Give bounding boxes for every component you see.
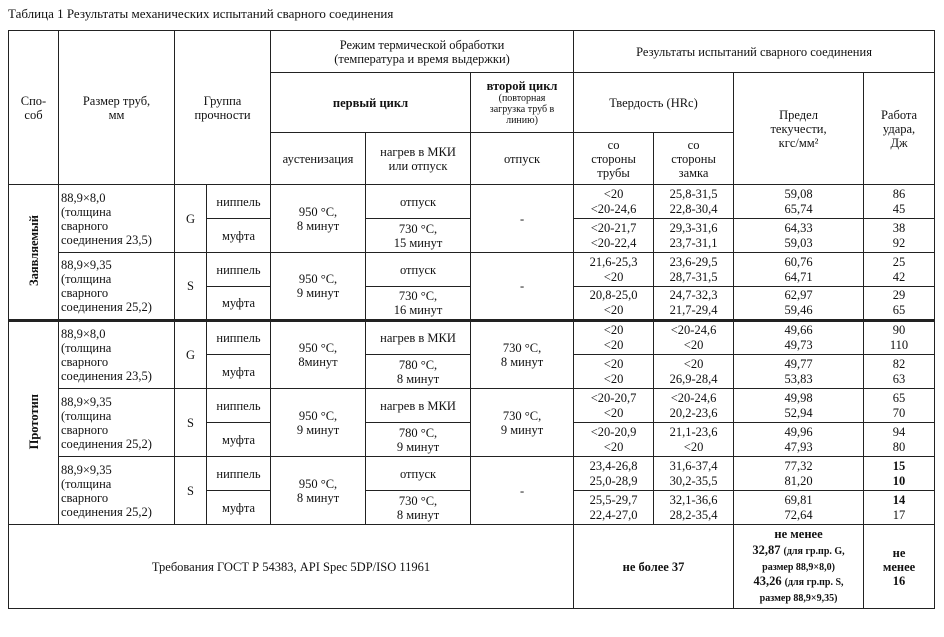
method-name: Прототип xyxy=(26,393,41,450)
hardness-lock-value: 28,2-35,4 xyxy=(669,507,718,522)
hardness-lock xyxy=(654,355,734,389)
hardness-lock-value: 30,2-35,5 xyxy=(669,473,718,488)
second-cycle-value-text: 730 °C, 9 минут xyxy=(500,408,544,437)
impact-work-value: 45 xyxy=(892,201,906,216)
part-name-text: муфта xyxy=(221,228,256,243)
yield-strength-value: 49,96 xyxy=(784,424,813,439)
method-prototype xyxy=(9,321,59,525)
header-second-cycle xyxy=(471,73,574,133)
impact-work xyxy=(864,457,935,491)
yield-strength-value: 64,71 xyxy=(784,269,813,284)
strength-group-text: G xyxy=(185,211,196,226)
austenitization-value xyxy=(271,185,366,253)
pipe-size-text: 88,9×8,0 (толщина сварного соединения 23,5) xyxy=(61,190,152,247)
hardness-pipe-value: <20-20,7 xyxy=(590,390,637,405)
austenitization-value xyxy=(271,389,366,457)
heating-mki-value xyxy=(366,355,471,389)
austenitization-value xyxy=(271,253,366,321)
hardness-lock-value: 26,9-28,4 xyxy=(669,371,718,386)
hardness-lock-value: 23,6-29,5 xyxy=(669,254,718,269)
hardness-lock-value: 24,7-32,3 xyxy=(669,288,718,302)
impact-work-value: 92 xyxy=(892,235,906,250)
pipe-size xyxy=(59,457,175,525)
yield-strength-value: 49,73 xyxy=(784,338,813,352)
method-name: Заявляемый xyxy=(26,215,41,286)
hardness-lock xyxy=(654,185,734,219)
pipe-size xyxy=(59,185,175,253)
part-name-text: муфта xyxy=(221,364,256,379)
hardness-pipe-value: <20-21,7 xyxy=(590,220,637,235)
heating-mki-value xyxy=(366,321,471,355)
yield-strength-value: 49,98 xyxy=(784,390,813,405)
impact-work-value: 90 xyxy=(892,323,906,337)
heating-mki-value-text: 780 °C, 8 минут xyxy=(396,357,440,386)
heating-mki-value-text: отпуск xyxy=(399,194,437,209)
part-name-text: ниппель xyxy=(216,398,261,413)
hardness-pipe-value: 22,4-27,0 xyxy=(589,507,638,522)
hardness-pipe xyxy=(574,185,654,219)
yield-strength-value: 72,64 xyxy=(784,507,813,522)
strength-group-text: S xyxy=(187,483,194,498)
yield-strength xyxy=(734,321,864,355)
hardness-pipe-value: <20 xyxy=(603,186,624,201)
hardness-pipe-value: 23,4-26,8 xyxy=(589,458,638,473)
impact-work xyxy=(864,491,935,525)
second-cycle-value xyxy=(471,321,574,389)
hardness-pipe xyxy=(574,355,654,389)
impact-work xyxy=(864,185,935,219)
yield-strength-value: 65,74 xyxy=(784,201,813,216)
austenitization-value-text: 950 °C, 9 минут xyxy=(296,408,340,437)
hardness-lock xyxy=(654,287,734,321)
header-method: Спо- соб xyxy=(9,31,59,185)
impact-work-value: 82 xyxy=(892,356,906,371)
impact-work-value: 10 xyxy=(892,473,906,488)
header-tempering: отпуск xyxy=(471,133,574,185)
yield-s-note: (для гр.пр. S, размер 88,9×9,35) xyxy=(759,577,844,604)
header-lock-side: со стороны замка xyxy=(654,133,734,185)
requirements-label-text: Требования ГОСТ Р 54383, API Spec 5DP/ISO 11961 xyxy=(151,559,431,574)
hardness-pipe-value: <20 xyxy=(603,371,624,386)
hardness-lock xyxy=(654,423,734,457)
heating-mki-value xyxy=(366,253,471,287)
hardness-pipe-value: 25,0-28,9 xyxy=(589,473,638,488)
part-name xyxy=(207,457,271,491)
impact-work-value: 42 xyxy=(892,269,906,284)
part-name-text: ниппель xyxy=(216,194,261,209)
hardness-pipe-value: 21,6-25,3 xyxy=(589,254,638,269)
hardness-lock-value: 28,7-31,5 xyxy=(669,269,718,284)
strength-group xyxy=(175,389,207,457)
yield-strength-value: 60,76 xyxy=(784,254,813,269)
hardness-pipe xyxy=(574,253,654,287)
pipe-size-text: 88,9×9,35 (толщина сварного соединения 25,2) xyxy=(61,394,152,451)
strength-group-text: S xyxy=(187,279,194,293)
second-cycle-value xyxy=(471,253,574,321)
impact-work-value: 15 xyxy=(892,458,906,473)
austenitization-value xyxy=(271,321,366,389)
header-austenitization: аустенизация xyxy=(271,133,366,185)
part-name xyxy=(207,185,271,219)
hardness-pipe-value: 25,5-29,7 xyxy=(589,492,638,507)
impact-work-value: 17 xyxy=(892,507,906,522)
austenitization-value-text: 950 °C, 8 минут xyxy=(296,204,340,233)
impact-work-value: 38 xyxy=(892,220,906,235)
header-heating-mki: нагрев в МКИ или отпуск xyxy=(366,133,471,185)
part-name-text: ниппель xyxy=(216,262,261,277)
impact-work-value: 94 xyxy=(892,424,906,439)
header-heat-mode: Режим термической обработки (температура и время выдержки) xyxy=(271,31,574,73)
table-caption: Таблица 1 Результаты механических испытаний сварного соединения xyxy=(8,6,394,21)
hardness-lock-value: 22,8-30,4 xyxy=(669,201,718,216)
part-name-text: ниппель xyxy=(216,466,261,481)
yield-strength xyxy=(734,491,864,525)
pipe-size-text: 88,9×8,0 (толщина сварного соединения 23,5) xyxy=(61,327,152,383)
yield-strength-value: 64,33 xyxy=(784,220,813,235)
strength-group xyxy=(175,253,207,321)
austenitization-value-text: 950 °C, 9 минут xyxy=(296,272,340,300)
header-yield: Предел текучести, кгс/мм² xyxy=(734,73,864,185)
hardness-lock-value: 25,8-31,5 xyxy=(669,186,718,201)
yield-strength-value: 52,94 xyxy=(784,405,813,420)
hardness-pipe xyxy=(574,219,654,253)
header-pipe-size: Размер труб, мм xyxy=(59,31,175,185)
method-claimed xyxy=(9,185,59,321)
yield-min-title: не менее xyxy=(774,527,823,542)
part-name xyxy=(207,491,271,525)
second-cycle-value xyxy=(471,185,574,253)
impact-work-value: 29 xyxy=(892,288,906,302)
heating-mki-value-text: 730 °C, 8 минут xyxy=(396,493,440,522)
heating-mki-value xyxy=(366,219,471,253)
impact-work xyxy=(864,355,935,389)
hardness-lock-value: 23,7-31,1 xyxy=(669,235,718,250)
header-impact: Работа удара, Дж xyxy=(864,73,935,185)
header-first-cycle: первый цикл xyxy=(271,73,471,133)
hardness-lock-value: <20 xyxy=(683,439,704,454)
impact-work-value: 70 xyxy=(892,405,906,420)
hardness-lock-value: 21,1-23,6 xyxy=(669,424,718,439)
strength-group-text: S xyxy=(187,415,194,430)
hardness-lock xyxy=(654,491,734,525)
impact-work-value: 63 xyxy=(892,371,906,386)
pipe-size xyxy=(59,253,175,321)
pipe-size xyxy=(59,321,175,389)
yield-strength xyxy=(734,185,864,219)
yield-strength-value: 59,46 xyxy=(784,303,813,317)
heating-mki-value-text: 730 °C, 15 минут xyxy=(393,221,443,250)
impact-work xyxy=(864,321,935,355)
part-name xyxy=(207,219,271,253)
hardness-lock xyxy=(654,457,734,491)
results-table xyxy=(8,30,935,609)
hardness-pipe xyxy=(574,423,654,457)
yield-strength xyxy=(734,355,864,389)
yield-strength-value: 47,93 xyxy=(784,439,813,454)
hardness-lock-value: <20 xyxy=(683,338,704,352)
yield-strength xyxy=(734,457,864,491)
heating-mki-value-text: нагрев в МКИ xyxy=(380,398,456,413)
requirements-hardness-text: не более 37 xyxy=(622,559,685,574)
hardness-pipe xyxy=(574,287,654,321)
impact-work-value: 110 xyxy=(889,338,909,352)
impact-work-value: 25 xyxy=(892,254,906,269)
second-cycle-value-text: - xyxy=(519,279,525,293)
second-cycle-note: (повторная загрузка труб в линию) xyxy=(489,92,555,127)
second-cycle-value-text: - xyxy=(519,211,525,226)
hardness-pipe-value: <20-24,6 xyxy=(590,201,637,216)
yield-strength-value: 49,66 xyxy=(784,323,813,337)
yield-strength xyxy=(734,219,864,253)
yield-strength-value: 49,77 xyxy=(784,356,813,371)
yield-strength-value: 62,97 xyxy=(784,288,813,302)
austenitization-value-text: 950 °C, 8 минут xyxy=(296,476,340,505)
impact-work xyxy=(864,389,935,423)
yield-strength-value: 59,03 xyxy=(784,235,813,250)
yield-strength-value: 77,32 xyxy=(784,458,813,473)
yield-g-value: 32,87 xyxy=(752,543,781,558)
heating-mki-value xyxy=(366,389,471,423)
impact-work xyxy=(864,219,935,253)
strength-group-text: G xyxy=(185,348,196,362)
hardness-pipe xyxy=(574,491,654,525)
yield-strength-value: 53,83 xyxy=(784,371,813,386)
strength-group xyxy=(175,321,207,389)
heating-mki-value-text: отпуск xyxy=(399,262,437,277)
impact-work-value: 86 xyxy=(892,186,906,201)
yield-g-note: (для гр.пр. G, размер 88,9×8,0) xyxy=(762,546,845,573)
requirements-hardness xyxy=(574,525,734,609)
second-cycle-value-text: - xyxy=(519,483,525,498)
requirements-impact xyxy=(864,525,935,609)
hardness-pipe-value: <20 xyxy=(603,303,624,317)
strength-group xyxy=(175,457,207,525)
yield-strength xyxy=(734,423,864,457)
hardness-pipe-value: <20 xyxy=(603,439,624,454)
hardness-lock-value: 20,2-23,6 xyxy=(669,405,718,420)
second-cycle-value xyxy=(471,457,574,525)
heating-mki-value-text: нагрев в МКИ xyxy=(380,331,456,345)
pipe-size-text: 88,9×9,35 (толщина сварного соединения 25,2) xyxy=(61,258,152,314)
hardness-lock xyxy=(654,321,734,355)
heating-mki-value-text: 780 °C, 9 минут xyxy=(396,425,440,454)
hardness-pipe xyxy=(574,321,654,355)
heating-mki-value xyxy=(366,287,471,321)
hardness-pipe-value: <20 xyxy=(603,269,624,284)
second-cycle-value-text: 730 °C, 8 минут xyxy=(500,341,544,369)
hardness-pipe-value: 20,8-25,0 xyxy=(589,288,638,302)
impact-work-value: 80 xyxy=(892,439,906,454)
yield-strength xyxy=(734,253,864,287)
impact-work xyxy=(864,423,935,457)
part-name-text: ниппель xyxy=(216,331,261,345)
part-name xyxy=(207,355,271,389)
part-name xyxy=(207,253,271,287)
hardness-pipe-value: <20 xyxy=(603,338,624,352)
pipe-size-text: 88,9×9,35 (толщина сварного соединения 25,2) xyxy=(61,462,152,519)
part-name-text: муфта xyxy=(221,500,256,515)
yield-strength xyxy=(734,389,864,423)
impact-work xyxy=(864,253,935,287)
second-cycle-title: второй цикл xyxy=(486,78,558,93)
second-cycle-value xyxy=(471,389,574,457)
header-test-results: Результаты испытаний сварного соединения xyxy=(574,31,935,73)
header-strength-group: Группа прочности xyxy=(175,31,271,185)
hardness-lock-value: <20-24,6 xyxy=(670,323,717,337)
heating-mki-value xyxy=(366,423,471,457)
hardness-lock-value: 32,1-36,6 xyxy=(669,492,718,507)
impact-work-value: 14 xyxy=(892,492,906,507)
yield-strength-value: 69,81 xyxy=(784,492,813,507)
impact-work-value: 65 xyxy=(892,390,906,405)
part-name xyxy=(207,321,271,355)
part-name xyxy=(207,423,271,457)
hardness-pipe-value: <20-20,9 xyxy=(590,424,637,439)
part-name-text: муфта xyxy=(221,432,256,447)
pipe-size xyxy=(59,389,175,457)
hardness-pipe xyxy=(574,457,654,491)
hardness-lock-value: 29,3-31,6 xyxy=(669,220,718,235)
hardness-lock-value: 31,6-37,4 xyxy=(669,458,718,473)
yield-s-value: 43,26 xyxy=(753,574,782,589)
hardness-lock xyxy=(654,219,734,253)
hardness-lock-value: 21,7-29,4 xyxy=(669,303,718,317)
heating-mki-value-text: 730 °C, 16 минут xyxy=(393,289,443,317)
austenitization-value-text: 950 °C, 8минут xyxy=(298,341,338,369)
part-name xyxy=(207,389,271,423)
hardness-pipe-value: <20 xyxy=(603,405,624,420)
hardness-lock xyxy=(654,389,734,423)
strength-group xyxy=(175,185,207,253)
yield-strength-value: 81,20 xyxy=(784,473,813,488)
requirements-label xyxy=(9,525,574,609)
yield-strength-value: 59,08 xyxy=(784,186,813,201)
yield-strength xyxy=(734,287,864,321)
part-name xyxy=(207,287,271,321)
hardness-lock-value: <20 xyxy=(683,356,704,371)
heating-mki-value xyxy=(366,491,471,525)
impact-work xyxy=(864,287,935,321)
header-hardness: Твердость (HRc) xyxy=(574,73,734,133)
heating-mki-value-text: отпуск xyxy=(399,466,437,481)
hardness-pipe xyxy=(574,389,654,423)
austenitization-value xyxy=(271,457,366,525)
hardness-pipe-value: <20 xyxy=(603,356,624,371)
requirements-yield xyxy=(734,525,864,609)
heating-mki-value xyxy=(366,457,471,491)
part-name-text: муфта xyxy=(221,296,256,310)
header-pipe-side: со стороны трубы xyxy=(574,133,654,185)
hardness-pipe-value: <20-22,4 xyxy=(590,235,637,250)
heating-mki-value xyxy=(366,185,471,219)
hardness-lock-value: <20-24,6 xyxy=(670,390,717,405)
requirements-impact-text: не менее 16 xyxy=(882,545,916,588)
impact-work-value: 65 xyxy=(892,303,906,317)
hardness-lock xyxy=(654,253,734,287)
hardness-pipe-value: <20 xyxy=(603,323,624,337)
